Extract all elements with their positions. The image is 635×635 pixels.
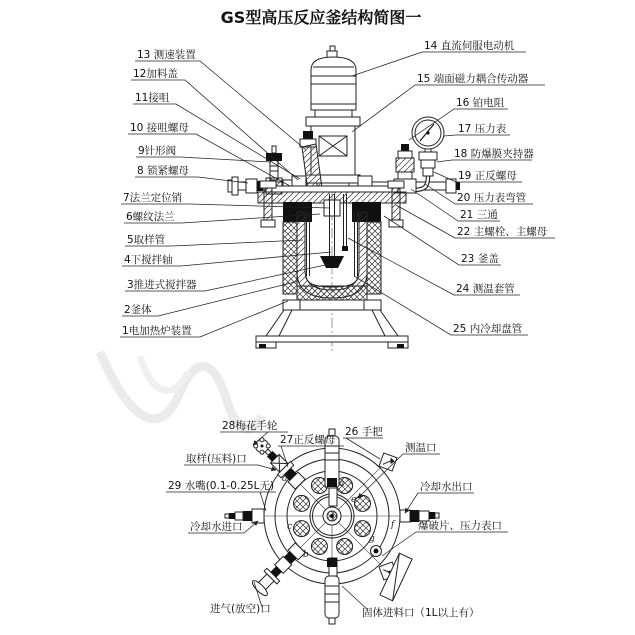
- port-b-gas-valve: [250, 541, 307, 598]
- part-label-18: 18 防爆膜夹持器: [454, 148, 534, 160]
- part-label-17: 17 压力表: [458, 123, 507, 135]
- stand: [256, 310, 408, 348]
- part-label-13: 13 测速装置: [137, 49, 196, 61]
- port-letter-g: g: [369, 534, 375, 544]
- section-view: [120, 39, 555, 352]
- part-label-19: 19 正反螺母: [458, 170, 517, 182]
- dc-servo-motor: [311, 46, 356, 117]
- part-label-29: 29 水嘴(0.1-0.25L无): [168, 480, 275, 492]
- pressure-gauge: [412, 117, 444, 176]
- part-label-6: 6螺纹法兰: [126, 211, 175, 223]
- part-label-26: 26 手把: [345, 426, 383, 438]
- part-label-4: 4下搅拌轴: [124, 254, 173, 266]
- bottom-feed-valve: [325, 558, 339, 624]
- label-temperature-port: 测温口: [405, 442, 437, 454]
- part-label-1: 1电加热炉装置: [122, 325, 192, 337]
- label-solid-feed-port: 固体进料口（1L以上有）: [362, 607, 480, 619]
- port-letter-f: f: [391, 520, 395, 530]
- part-label-8: 8 锁紧螺母: [137, 165, 190, 177]
- propeller-stirrer: [320, 256, 344, 268]
- part-label-2: 2釜体: [124, 304, 152, 316]
- part-label-15: 15 端面磁力耦合传动器: [417, 73, 529, 85]
- label-gas-inlet-port: 进气(放空)口: [210, 603, 271, 615]
- part-label-12: 12加料盖: [133, 68, 178, 80]
- part-label-23: 23 釜盖: [461, 253, 499, 265]
- part-label-10: 10 接咀螺母: [130, 122, 189, 134]
- part-label-24: 24 测温套管: [456, 283, 515, 295]
- port-letter-c: c: [287, 522, 293, 532]
- part-label-28: 28梅花手轮: [222, 420, 278, 432]
- part-label-7: 7法兰定位销: [123, 192, 183, 204]
- main-bolt-left: [260, 181, 276, 227]
- port-letter-e: e: [351, 495, 357, 505]
- part-label-9: 9针形阀: [138, 145, 177, 157]
- rupture-disc-port: [371, 546, 382, 557]
- part-label-14: 14 直流伺服电动机: [424, 40, 515, 52]
- part-label-20: 20 压力表弯管: [457, 192, 527, 204]
- part-label-3: 3推进式搅拌器: [127, 279, 197, 291]
- label-sampling-port: 取样(压料)口: [186, 453, 247, 465]
- part-label-25: 25 内冷却盘管: [453, 323, 523, 335]
- plan-view: [166, 419, 508, 624]
- part-label-22: 22 主螺栓、主螺母: [457, 226, 548, 238]
- part-label-27: 27正反螺母: [280, 434, 336, 446]
- port-letter-a: a: [339, 479, 345, 489]
- part-label-16: 16 铂电阻: [456, 97, 505, 109]
- label-cooling-inlet: 冷却水进口: [190, 521, 243, 533]
- port-letter-b: b: [303, 550, 309, 560]
- drawing-title: GS型高压反应釜结构简图一: [220, 8, 422, 27]
- watermark: [100, 352, 262, 429]
- part-label-11: 11接咀: [135, 92, 170, 104]
- port-letter-d: d: [282, 474, 288, 484]
- label-cooling-outlet: 冷却水出口: [420, 481, 473, 493]
- part-label-21: 21 三通: [460, 209, 498, 221]
- right-pipe-assembly: [358, 117, 460, 193]
- part-label-5: 5取样管: [127, 234, 166, 246]
- label-rupture-port: 爆破片、压力表口: [418, 520, 502, 532]
